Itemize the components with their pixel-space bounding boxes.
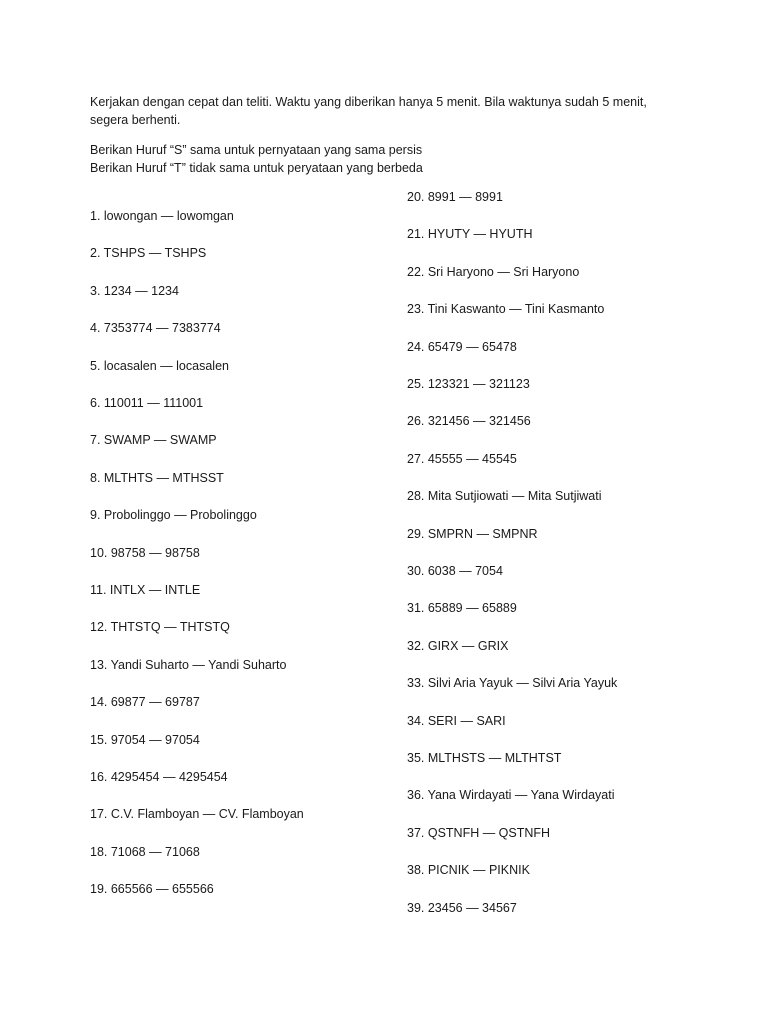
- list-item: 10. 98758 — 98758: [90, 545, 200, 560]
- list-item: 18. 71068 — 71068: [90, 844, 200, 859]
- list-item: 19. 665566 — 655566: [90, 882, 214, 897]
- list-item: 16. 4295454 — 4295454: [90, 770, 228, 784]
- list-item: 1. lowongan — lowomgan: [90, 209, 234, 223]
- list-item: 22. Sri Haryono — Sri Haryono: [407, 264, 580, 279]
- list-item: 20. 8991 — 8991: [407, 190, 503, 204]
- list-item: 17. C.V. Flamboyan — CV. Flamboyan: [90, 807, 304, 822]
- list-item: 37. QSTNFH — QSTNFH: [407, 825, 551, 840]
- list-item: 25. 123321 — 321123: [407, 377, 530, 391]
- list-item: 11. INTLX — INTLE: [90, 583, 201, 597]
- list-item: 38. PICNIK — PIKNIK: [407, 863, 530, 878]
- instructions-rule-s: Berikan Huruf “S” sama untuk pernyataan yang sama persis: [90, 143, 423, 157]
- list-item: 7. SWAMP — SWAMP: [90, 433, 217, 448]
- list-item: 21. HYUTY — HYUTH: [407, 227, 533, 242]
- list-item: 27. 45555 — 45545: [407, 451, 517, 466]
- list-item: 4. 7353774 — 7383774: [90, 321, 221, 336]
- list-item: 36. Yana Wirdayati — Yana Wirdayati: [407, 788, 615, 803]
- list-item: 24. 65479 — 65478: [407, 339, 517, 354]
- list-item: 8. MLTHTS — MTHSST: [90, 470, 224, 485]
- list-item: 13. Yandi Suharto — Yandi Suharto: [90, 657, 287, 672]
- list-item: 33. Silvi Aria Yayuk — Silvi Aria Yayuk: [407, 676, 618, 691]
- list-item: 31. 65889 — 65889: [407, 601, 517, 616]
- list-item: 2. TSHPS — TSHPS: [90, 246, 207, 261]
- list-item: 12. THTSTQ — THTSTQ: [90, 620, 230, 635]
- list-item: 35. MLTHSTS — MLTHTST: [407, 751, 562, 765]
- list-item: 6. 110011 — 111001: [90, 396, 204, 410]
- instructions-intro: Kerjakan dengan cepat dan teliti. Waktu yang diberikan hanya 5 menit. Bila waktunya sudah 5 menit, segera berhenti.: [90, 95, 647, 127]
- list-item: 9. Probolinggo — Probolinggo: [90, 508, 257, 523]
- instructions: [90, 93, 680, 177]
- list-item: 15. 97054 — 97054: [90, 732, 200, 747]
- list-item: 23. Tini Kaswanto — Tini Kasmanto: [407, 302, 605, 317]
- list-item: 3. 1234 — 1234: [90, 283, 179, 298]
- list-item: 32. GIRX — GRIX: [407, 638, 509, 653]
- list-item: 5. locasalen — locasalen: [90, 358, 229, 373]
- list-item: 28. Mita Sutjiowati — Mita Sutjiwati: [407, 489, 602, 504]
- list-item: 14. 69877 — 69787: [90, 695, 200, 710]
- list-item: 34. SERI — SARI: [407, 713, 506, 728]
- list-item: 39. 23456 — 34567: [407, 900, 517, 915]
- list-item: 26. 321456 — 321456: [407, 414, 531, 429]
- instructions-rule-t: Berikan Huruf “T” tidak sama untuk peryataan yang berbeda: [90, 161, 423, 175]
- list-item: 29. SMPRN — SMPNR: [407, 526, 538, 541]
- list-item: 30. 6038 — 7054: [407, 564, 503, 578]
